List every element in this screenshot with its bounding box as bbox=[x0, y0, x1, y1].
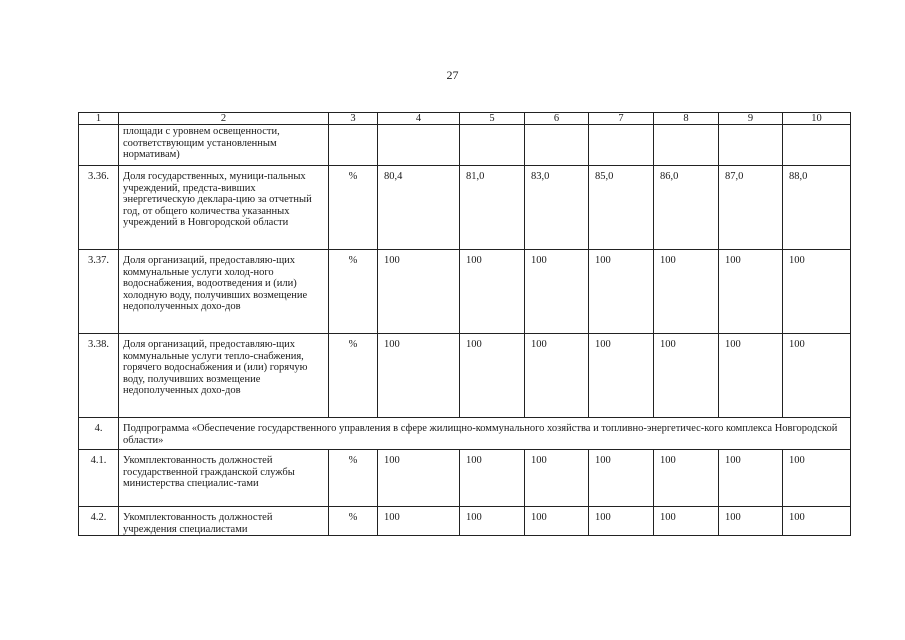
indicator-name: Укомплектованность должностей государственной гражданской службы министерства специалис-тами bbox=[119, 450, 329, 507]
unit-cell: % bbox=[329, 334, 378, 418]
value-cell: 100 bbox=[378, 334, 460, 418]
value-cell: 85,0 bbox=[589, 166, 654, 250]
row-number: 3.36. bbox=[79, 166, 119, 250]
value-cell: 100 bbox=[525, 334, 589, 418]
value-cell: 87,0 bbox=[719, 166, 783, 250]
value-cell: 100 bbox=[589, 507, 654, 536]
value-cell bbox=[654, 125, 719, 166]
row-number: 3.37. bbox=[79, 250, 119, 334]
value-cell: 100 bbox=[460, 507, 525, 536]
unit-cell bbox=[329, 125, 378, 166]
subprogram-title: Подпрограмма «Обеспечение государственного управления в сфере жилищно-коммунального хозяйства и топливно-энергетичес-кого комплекса Новгородской области» bbox=[119, 418, 851, 450]
table-row bbox=[79, 507, 851, 536]
value-cell: 100 bbox=[783, 507, 851, 536]
value-cell: 81,0 bbox=[460, 166, 525, 250]
row-number: 3.38. bbox=[79, 334, 119, 418]
value-cell: 100 bbox=[654, 507, 719, 536]
header-cell: 4 bbox=[378, 113, 460, 125]
table-row-continued bbox=[79, 125, 851, 166]
value-cell: 100 bbox=[783, 450, 851, 507]
value-cell: 100 bbox=[719, 507, 783, 536]
page-number: 27 bbox=[446, 68, 459, 82]
indicator-name: площади с уровнем освещенности, соответствующим установленным нормативам) bbox=[119, 125, 329, 166]
unit-cell: % bbox=[329, 250, 378, 334]
indicator-name: Доля организаций, предоставляю-щих коммунальные услуги тепло-снабжения, горячего водоснабжения и (или) горячую воду, получивших возмещение недополученных дохо-дов bbox=[119, 334, 329, 418]
value-cell: 80,4 bbox=[378, 166, 460, 250]
value-cell: 100 bbox=[525, 250, 589, 334]
value-cell: 88,0 bbox=[783, 166, 851, 250]
value-cell: 100 bbox=[589, 334, 654, 418]
indicator-name: Доля государственных, муници-пальных учреждений, предста-вивших энергетическую деклара-цию за отчетный год, от общего количества указанных учреждений в Новгородской области bbox=[119, 166, 329, 250]
header-cell: 10 bbox=[783, 113, 851, 125]
value-cell: 100 bbox=[719, 334, 783, 418]
indicator-name: Доля организаций, предоставляю-щих коммунальные услуги холод-ного водоснабжения, водоотведения и (или) холодную воду, получивших возмещение недополученных дохо-дов bbox=[119, 250, 329, 334]
value-cell: 100 bbox=[589, 450, 654, 507]
indicator-name: Укомплектованность должностей учреждения специалистами bbox=[119, 507, 329, 536]
header-cell: 9 bbox=[719, 113, 783, 125]
header-row bbox=[79, 113, 851, 125]
header-cell: 6 bbox=[525, 113, 589, 125]
table-row bbox=[79, 166, 851, 250]
value-cell: 100 bbox=[378, 450, 460, 507]
subprogram-row bbox=[79, 418, 851, 450]
value-cell: 100 bbox=[589, 250, 654, 334]
value-cell: 100 bbox=[378, 250, 460, 334]
indicator-table bbox=[78, 112, 851, 536]
table-row bbox=[79, 250, 851, 334]
value-cell: 100 bbox=[783, 334, 851, 418]
header-cell: 8 bbox=[654, 113, 719, 125]
value-cell bbox=[589, 125, 654, 166]
value-cell: 100 bbox=[460, 334, 525, 418]
value-cell: 100 bbox=[719, 450, 783, 507]
value-cell: 100 bbox=[525, 450, 589, 507]
value-cell: 100 bbox=[378, 507, 460, 536]
table-row bbox=[79, 334, 851, 418]
unit-cell: % bbox=[329, 450, 378, 507]
row-number: 4.1. bbox=[79, 450, 119, 507]
value-cell bbox=[378, 125, 460, 166]
header-cell: 7 bbox=[589, 113, 654, 125]
value-cell: 100 bbox=[460, 450, 525, 507]
value-cell: 100 bbox=[525, 507, 589, 536]
value-cell: 86,0 bbox=[654, 166, 719, 250]
value-cell: 100 bbox=[783, 250, 851, 334]
value-cell bbox=[783, 125, 851, 166]
value-cell: 100 bbox=[654, 450, 719, 507]
header-cell: 3 bbox=[329, 113, 378, 125]
unit-cell: % bbox=[329, 507, 378, 536]
unit-cell: % bbox=[329, 166, 378, 250]
value-cell: 100 bbox=[654, 250, 719, 334]
header-cell: 2 bbox=[119, 113, 329, 125]
header-cell: 5 bbox=[460, 113, 525, 125]
row-number bbox=[79, 125, 119, 166]
value-cell: 83,0 bbox=[525, 166, 589, 250]
value-cell bbox=[460, 125, 525, 166]
header-cell: 1 bbox=[79, 113, 119, 125]
row-number: 4. bbox=[79, 418, 119, 450]
table-row bbox=[79, 450, 851, 507]
value-cell: 100 bbox=[654, 334, 719, 418]
value-cell: 100 bbox=[460, 250, 525, 334]
value-cell: 100 bbox=[719, 250, 783, 334]
row-number: 4.2. bbox=[79, 507, 119, 536]
value-cell bbox=[525, 125, 589, 166]
value-cell bbox=[719, 125, 783, 166]
